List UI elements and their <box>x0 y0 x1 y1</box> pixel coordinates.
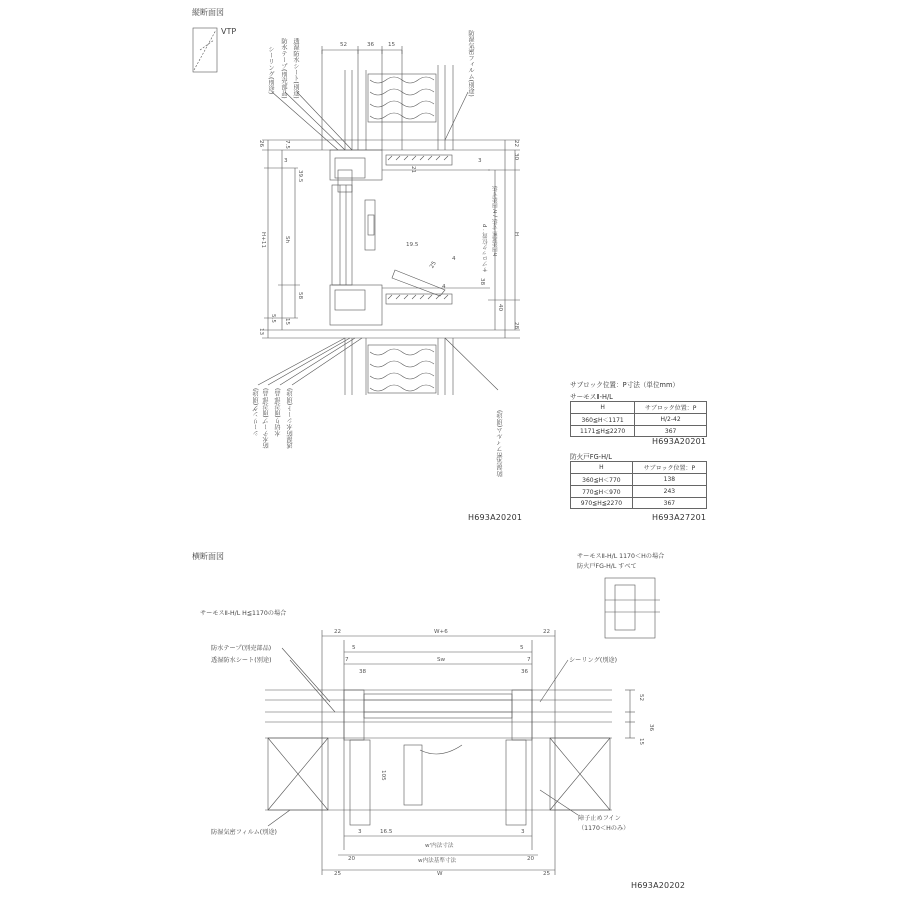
dim-inner-38: 38 <box>479 278 485 286</box>
label-sealing-bottom: シーリング(別途) <box>253 388 260 437</box>
table-cell: 360≦H＜1171 <box>571 414 635 426</box>
dim-top-52: 52 <box>340 42 348 48</box>
hdim-right-36: 36 <box>648 724 654 732</box>
table-cell: 367 <box>632 498 706 509</box>
label-film-bottom: 防湿気密フィルム(別途) <box>497 410 504 477</box>
table-row <box>571 474 707 486</box>
code-table2: H693A27201 <box>652 513 707 522</box>
sublock-table-2 <box>570 461 707 509</box>
sublock-position-label: サブロック位置：P <box>483 224 489 273</box>
dim-right-40: 40 <box>497 304 503 312</box>
hdim-b3-w: W <box>437 871 443 877</box>
case1-label: サーモスⅡ-H/L H≦1170の場合 <box>200 610 287 617</box>
table1-header-h: H <box>571 402 635 414</box>
hdim-b2-20-right: 20 <box>527 856 535 862</box>
table1-name: サーモスⅡ-H/L <box>570 393 613 401</box>
table-row <box>571 498 707 509</box>
dim-left-3: 3 <box>284 158 288 164</box>
dim-top-15: 15 <box>388 42 396 48</box>
hdim-36: 36 <box>521 669 529 675</box>
dim-left-h-plus-11: H+11 <box>260 232 266 249</box>
table2-name: 防火戸FG-H/L <box>570 453 612 461</box>
code-table1: H693A20201 <box>652 437 707 446</box>
hdim-right-15: 15 <box>638 738 644 746</box>
dim-inner-19-5: 19.5 <box>406 242 419 248</box>
dim-left-5-5: 5.5 <box>270 314 276 323</box>
hdim-b1-w-prime: w'内法寸法 <box>425 843 454 849</box>
dim-left-58: 58 <box>297 292 303 300</box>
label-sealing-horizontal: シーリング(別途) <box>569 657 618 664</box>
table-cell: 138 <box>632 474 706 486</box>
vertical-section-heading: 縦断面図 <box>192 8 224 17</box>
table-cell: 243 <box>632 486 706 498</box>
dim-right-30: 30 <box>513 153 519 161</box>
hdim-b3-25-right: 25 <box>543 871 551 877</box>
hdim-b1-3-left: 3 <box>358 829 362 835</box>
hdim-sw: Sw <box>437 657 446 663</box>
inner-dimension-label: h内法基準寸法 / h'内法寸法 <box>493 186 499 257</box>
label-tape-top: 防水テープ(別売部品) <box>280 38 287 99</box>
label-sheet-horizontal: 透湿防水シート(別途) <box>211 657 272 664</box>
horizontal-section-heading: 横断面図 <box>192 552 224 561</box>
label-sealing-top: シーリング(別途) <box>267 46 274 95</box>
dim-left-26: 26 <box>258 140 264 148</box>
label-sheet-top: 透湿防水シート(別途) <box>292 38 299 99</box>
table-cell: H/2-42 <box>635 414 707 426</box>
dim-inner-21: 21 <box>410 166 416 174</box>
table-row <box>571 402 707 414</box>
vtp-icon-diagonal <box>194 30 216 70</box>
label-tape-bottom: 防水テープ(別売部品) <box>263 388 270 449</box>
vtp-label: VTP <box>221 27 237 36</box>
label-drip-bottom: 水切り(別売部品) <box>275 388 282 437</box>
table-row <box>571 462 707 474</box>
dim-inner-4a: 4 <box>452 256 456 262</box>
hdim-b1-16-5: 16.5 <box>380 829 393 835</box>
hdim-b2-w-inner: w内法基準寸法 <box>418 858 457 864</box>
table-cell: 367 <box>635 426 707 437</box>
dim-inner-25: 25 <box>429 260 438 270</box>
table-cell: 360≦H＜770 <box>571 474 633 486</box>
hdim-b3-25-left: 25 <box>334 871 342 877</box>
hdim-right-52: 52 <box>638 694 644 702</box>
hdim-5-left: 5 <box>352 645 356 651</box>
table-row <box>571 426 707 437</box>
dim-left-13: 13 <box>258 328 264 336</box>
label-film-horizontal: 防湿気密フィルム(別途) <box>211 829 277 836</box>
dim-right-h: H <box>513 232 519 237</box>
hdim-top-22-right: 22 <box>543 629 551 635</box>
table-cell: 770≦H＜970 <box>571 486 633 498</box>
hdim-top-22-left: 22 <box>334 629 342 635</box>
hdim-5-right: 5 <box>520 645 524 651</box>
case2-line2: 防火戸FG-H/L すべて <box>577 563 637 570</box>
hdim-b2-20-left: 20 <box>348 856 356 862</box>
dim-inner-4b: 4 <box>442 284 446 290</box>
sublock-title: サブロック位置：P寸法（単位mm） <box>570 381 680 389</box>
dim-right-3: 3 <box>478 158 482 164</box>
dim-top-36: 36 <box>367 42 375 48</box>
sublock-table-1 <box>570 401 707 437</box>
table-row <box>571 486 707 498</box>
hdim-7-right: 7 <box>527 657 531 663</box>
label-tape-horizontal: 防水テープ(別売部品) <box>211 645 272 652</box>
code-horizontal: H693A20202 <box>631 881 686 890</box>
label-fin-line2: （1170＜Hのみ） <box>578 825 630 832</box>
table-cell: 970≦H≦2270 <box>571 498 633 509</box>
table-row <box>571 414 707 426</box>
code-vertical: H693A20201 <box>468 513 523 522</box>
dim-right-22: 22 <box>513 140 519 148</box>
hdim-7-left: 7 <box>345 657 349 663</box>
table2-header-p: サブロック位置：P <box>632 462 706 474</box>
table2-header-h: H <box>571 462 633 474</box>
hdim-38: 38 <box>359 669 367 675</box>
label-sheet-bottom: 透湿防水シート(別途) <box>287 388 294 449</box>
dim-left-sh: Sh <box>284 236 290 244</box>
table1-header-p: サブロック位置：P <box>635 402 707 414</box>
label-fin-line1: 障子止めフイン <box>578 815 621 822</box>
label-film-top: 防湿気密フィルム(別途) <box>467 30 474 97</box>
hdim-top-w-plus-6: W+6 <box>434 629 448 635</box>
dim-right-28: 28 <box>513 322 519 330</box>
table-cell: 1171≦H≦2270 <box>571 426 635 437</box>
hdim-105: 105 <box>380 770 386 781</box>
dim-left-7-5: 7.5 <box>284 140 290 149</box>
hdim-b1-3-right: 3 <box>521 829 525 835</box>
case2-line1: サーモスⅡ-H/L 1170＜Hの場合 <box>577 553 665 560</box>
dim-left-15: 15 <box>284 318 290 326</box>
dim-left-39-5: 39.5 <box>297 170 303 183</box>
